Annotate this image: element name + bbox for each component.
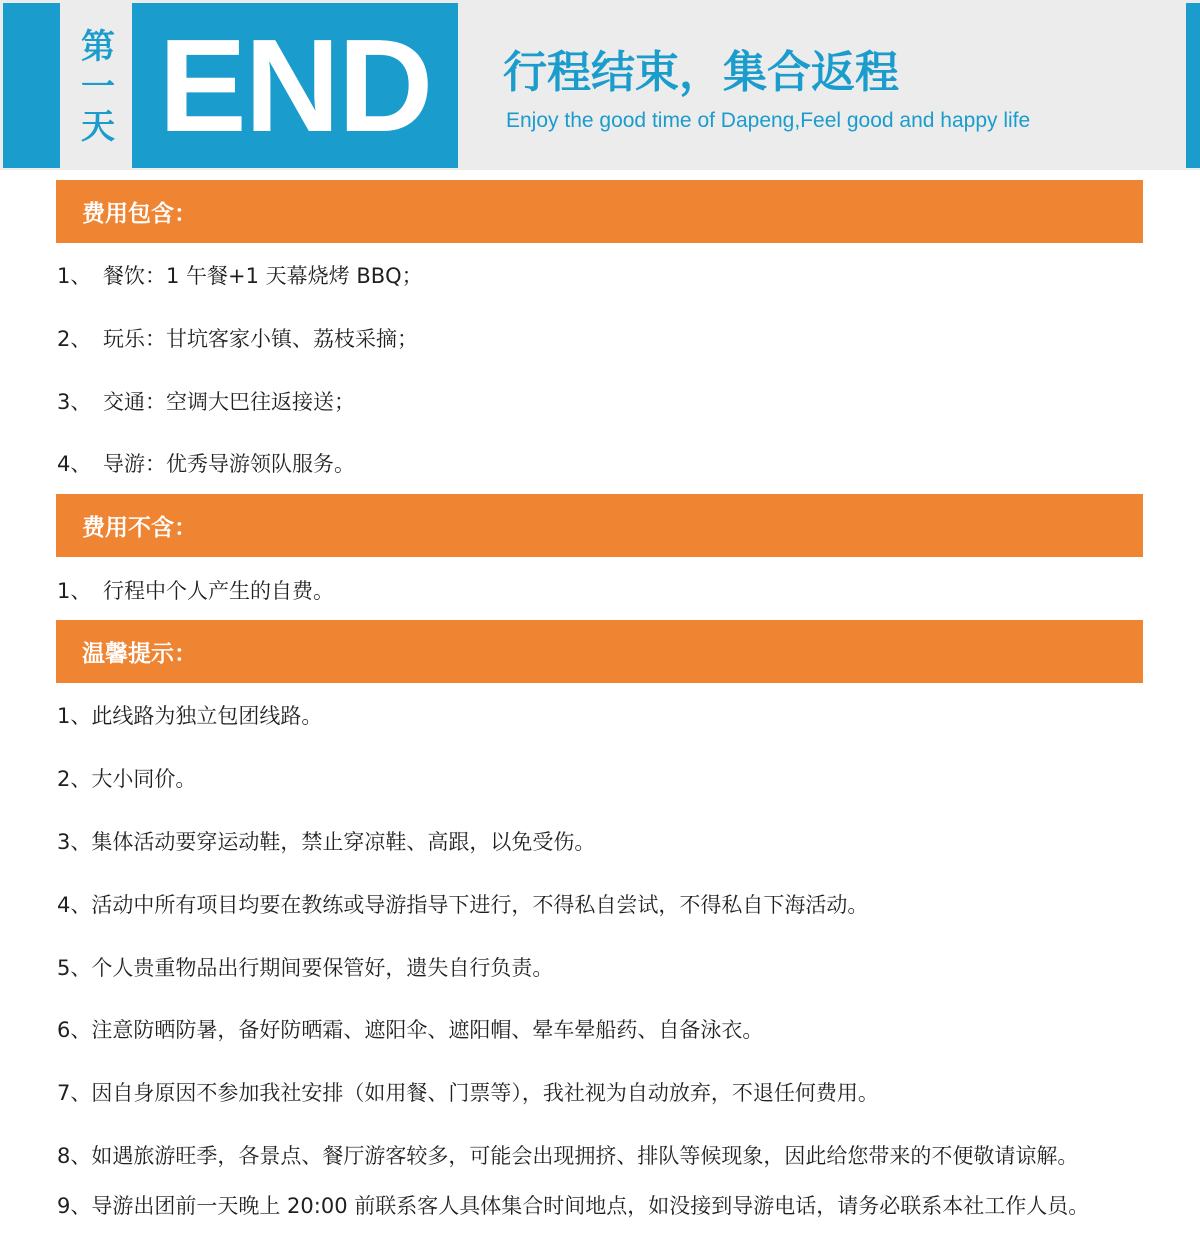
list-item-number: 2、 (57, 767, 92, 791)
section-header-tips: 温馨提示： (56, 620, 1143, 683)
day-char: 天 (81, 107, 115, 147)
page-title: 行程结束，集合返程 (503, 47, 899, 98)
header-right-accent-bar (1186, 3, 1200, 168)
list-item-number: 6、 (57, 1018, 92, 1042)
list-item (57, 828, 595, 856)
list-item-text: 交通：空调大巴往返接送； (103, 390, 355, 414)
end-banner (132, 3, 458, 168)
day-char: 第 (81, 27, 115, 67)
list-item-number: 9、 (57, 1194, 92, 1218)
list-item-text: 集体活动要穿运动鞋，禁止穿凉鞋、高跟，以免受伤。 (91, 830, 596, 854)
day-char: 一 (81, 67, 115, 107)
list-item-text: 餐饮：1 午餐+1 天幕烧烤 BBQ； (103, 264, 423, 288)
list-item (57, 1142, 1078, 1170)
list-item-number: 1、 (57, 704, 92, 728)
section-header-included: 费用包含： (56, 180, 1143, 243)
end-text: END (158, 11, 432, 159)
list-item-text: 玩乐：甘坑客家小镇、荔枝采摘； (103, 327, 418, 351)
list-item (57, 1079, 879, 1107)
list-item-text: 如遇旅游旺季，各景点、餐厅游客较多，可能会出现拥挤、排队等候现象，因此给您带来的不便敬请谅解。 (91, 1144, 1079, 1168)
list-item-number: 3、 (57, 390, 92, 414)
list-item (57, 325, 418, 353)
list-item-number: 7、 (57, 1081, 92, 1105)
list-item (57, 765, 196, 793)
list-item (57, 1016, 763, 1044)
list-item (57, 388, 355, 416)
list-item-text: 个人贵重物品出行期间要保管好，遗失自行负责。 (91, 956, 554, 980)
list-item-text: 注意防晒防暑，备好防晒霜、遮阳伞、遮阳帽、晕车晕船药、自备泳衣。 (91, 1018, 764, 1042)
header-left-accent-bar (3, 3, 60, 168)
list-item-number: 3、 (57, 830, 92, 854)
page-header (0, 0, 1200, 170)
list-item-text: 大小同价。 (91, 767, 197, 791)
list-item-text: 因自身原因不参加我社安排（如用餐、门票等），我社视为自动放弃，不退任何费用。 (91, 1081, 879, 1105)
list-item (57, 450, 355, 478)
list-item-number: 4、 (57, 893, 92, 917)
list-item-text: 活动中所有项目均要在教练或导游指导下进行，不得私自尝试，不得私自下海活动。 (91, 893, 869, 917)
list-item-number: 1、 (57, 579, 92, 603)
list-item-text: 此线路为独立包团线路。 (91, 704, 323, 728)
list-item (57, 1192, 1089, 1220)
list-item-number: 5、 (57, 956, 92, 980)
day-label (66, 12, 130, 162)
list-item-text: 导游出团前一天晚上 20:00 前联系客人具体集合时间地点，如没接到导游电话，请务必联系本社工作人员。 (91, 1194, 1090, 1218)
list-item-number: 8、 (57, 1144, 92, 1168)
list-item (57, 262, 423, 290)
list-item-number: 1、 (57, 264, 92, 288)
list-item (57, 954, 553, 982)
list-item (57, 577, 334, 605)
list-item (57, 891, 868, 919)
list-item (57, 702, 322, 730)
list-item-text: 导游：优秀导游领队服务。 (103, 452, 355, 476)
list-item-number: 4、 (57, 452, 92, 476)
list-item-text: 行程中个人产生的自费。 (103, 579, 334, 603)
list-item-number: 2、 (57, 327, 92, 351)
section-header-excluded: 费用不含： (56, 494, 1143, 557)
page-subtitle: Enjoy the good time of Dapeng,Feel good and happy life (506, 109, 1031, 132)
